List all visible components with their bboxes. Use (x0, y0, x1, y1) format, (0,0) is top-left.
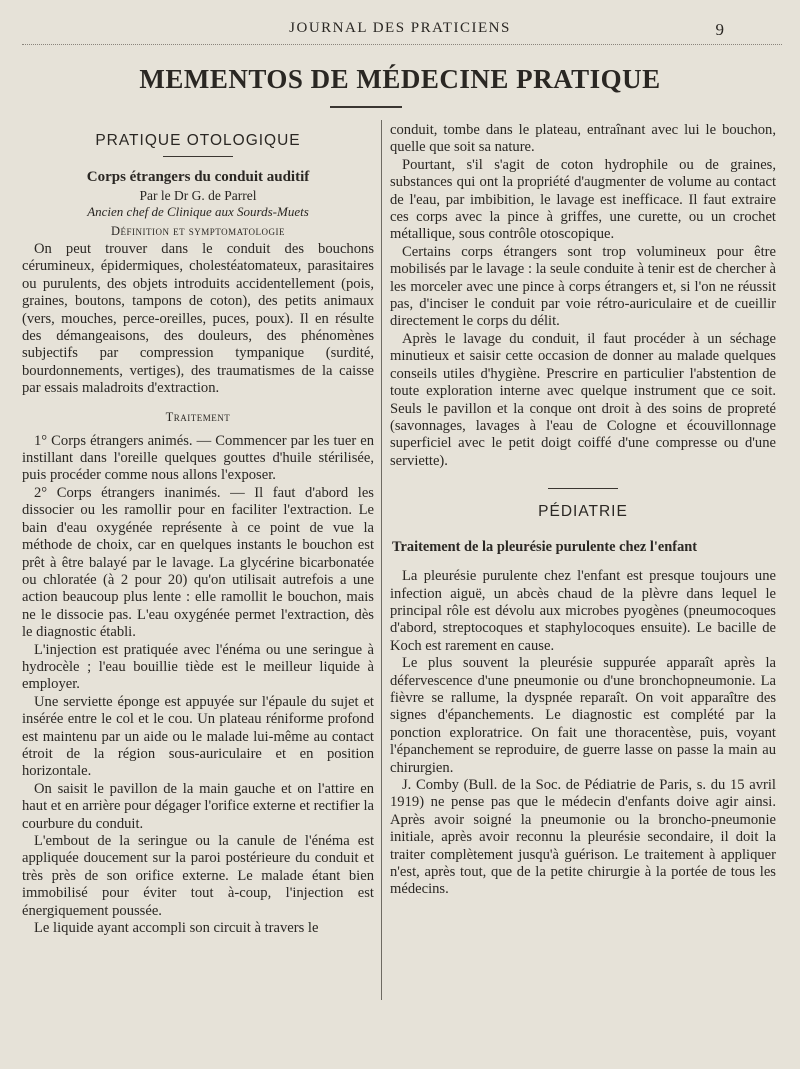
paragraph: 2° Corps étrangers inanimés. — Il faut d'abord les dissocier ou les ramollir pour en faciliter l'extraction. Le bain d'eau oxygénée représente à ce point de vue la méthode de choix, car en quelques instants le bouchon est prêt à être balayé par le lavage. La glycérine bicarbonatée ou chloratée (à 2 pour 20) qu'on utilisait autrefois a une action beaucoup plus lente : elle ramollit le bouchon, mais ne le dissocie pas. L'eau oxygénée permet l'extraction, dès le diagnostic établi. (22, 484, 374, 641)
section-rule (163, 156, 233, 157)
paragraph: Certains corps étrangers sont trop volumineux pour être mobilisés par le lavage : la seule conduite à tenir est de chercher à les morceler avec une pince à corps étrangers et, si l'on ne réussit pas, d'inciser le conduit par voie rétro-auriculaire et de cueillir directement le corps du délit. (390, 243, 776, 330)
article-title-otology: Corps étrangers du conduit auditif (86, 169, 310, 185)
column-divider (381, 120, 382, 1000)
running-head (0, 18, 800, 42)
title-rule (330, 106, 402, 108)
subheading-definition: Définition et symptomatologie (111, 224, 285, 238)
paragraph: Après le lavage du conduit, il faut procéder à un séchage minutieux et saisir cette occasion de donner au malade quelques conseils utiles d'hygiène. Prescrire en particulier l'abstention de toute exploration interne avec quelque instrument que ce soit. Seuls le pavillon et la conque ont droit à des soins de propreté (savonnages, lavages à l'eau de Cologne et écouvillonnage superficiel avec le petit doigt coiffé d'une compresse ou d'une serviette). (390, 330, 776, 469)
paragraph: L'embout de la seringue ou la canule de l'énéma est appliquée doucement sur la paroi postérieure du conduit et très près de son orifice externe. Le malade étant bien immobilisé pour éviter tout à-coup, l'injection est énergiquement poussée. (22, 833, 374, 919)
paragraph: On peut trouver dans le conduit des bouchons cérumineux, épidermiques, cholestéatomateux, parasitaires ou purulents, des objets introduits accidentellement (pois, graines, boutons, tampons de coton), des petits animaux (vers, mouches, perce-oreilles, puces, poux). Il en résulte des démangeaisons, des douleurs, des phénomènes subjectifs par compression tympanique (surdité, bourdonnements, vertiges), des traumatismes de la caisse par essais maladroits d'extraction. (22, 241, 374, 397)
paragraph: J. Comby (Bull. de la Soc. de Pédiatrie de Paris, s. du 15 avril 1919) ne pense pas que le médecin d'enfants doive agir ainsi. Après avoir soigné la pneumonie ou la broncho-pneumonie initiale, après avoir reconnu la pleurésie secondaire, il doit la traiter complètement jusqu'à guérison. Le traitement à appliquer n'est, après tout, que de la petite chirurgie à la portée de tous les médecins. (390, 777, 776, 898)
author-role: Ancien chef de Clinique aux Sourds-Muets (87, 204, 309, 219)
paragraph: On saisit le pavillon de la main gauche et on l'attire en haut et en arrière pour dégager l'orifice externe et rectifier la courbure du conduit. (22, 780, 374, 832)
page-title: MEMENTOS DE MÉDECINE PRATIQUE (139, 64, 661, 94)
header-rule (22, 44, 782, 45)
paragraph: La pleurésie purulente chez l'enfant est presque toujours une infection aiguë, un abcès chaud de la plèvre dans lequel le principal rôle est dévolu aux microbes pyogènes (pneumocoques d'abord, streptocoques et staphylocoques ensuite). Le bacille de Koch est rarement en cause. (390, 568, 776, 654)
paragraph: Pourtant, s'il s'agit de coton hydrophile ou de graines, substances qui ont la propriété d'augmenter de volume au contact de l'eau, par imbibition, le lavage est inefficace. Il faut extraire ces corps avec la pince à griffes, une curette, ou un crochet métallique, sous contrôle otoscopique. (390, 156, 776, 243)
subheading-treatment: Traitement (165, 409, 231, 424)
paragraph: L'injection est pratiquée avec l'énéma ou une seringue à hydrocèle ; l'eau bouillie tiède est le meilleur liquide à employer. (22, 641, 374, 693)
section-heading-pediatrics: PÉDIATRIE (538, 503, 628, 521)
paragraph: conduit, tombe dans le plateau, entraînant avec lui le bouchon, quelle que soit sa nature. (390, 122, 776, 156)
paragraph: 1° Corps étrangers animés. — Commencer par les tuer en instillant dans l'oreille quelques gouttes d'huile stérilisée, puis procéder comme nous allons l'exposer. (22, 432, 374, 484)
section-heading-otology: PRATIQUE OTOLOGIQUE (95, 132, 301, 149)
article-title-pediatrics: Traitement de la pleurésie purulente chez l'enfant (392, 539, 698, 556)
journal-title: JOURNAL DES PRATICIENS (289, 20, 511, 36)
left-column (22, 122, 374, 937)
right-column (390, 122, 776, 899)
paragraph: Le liquide ayant accompli son circuit à travers le (34, 920, 319, 937)
article-author: Par le Dr G. de Parrel (139, 188, 257, 203)
section-rule (548, 488, 618, 489)
paragraph: Une serviette éponge est appuyée sur l'épaule du sujet et insérée entre le col et le cou. Un plateau réniforme profond est maintenu par un aide ou le malade lui-même au contact étroit de la région sous-auriculaire et en position horizontale. (22, 693, 374, 780)
paragraph: Le plus souvent la pleurésie suppurée apparaît après la défervescence d'une pneumonie ou d'une bronchopneumonie. La fièvre se rallume, la dyspnée reparaît. On voit apparaître des signes d'épanchements. Le diagnostic est complété par la ponction exploratrice. On fait une thoracentèse, puis, voyant l'épanchement se reproduire, de guerre lasse on passe la main au chirurgien. (390, 655, 776, 776)
page-number: 9 (715, 20, 724, 39)
